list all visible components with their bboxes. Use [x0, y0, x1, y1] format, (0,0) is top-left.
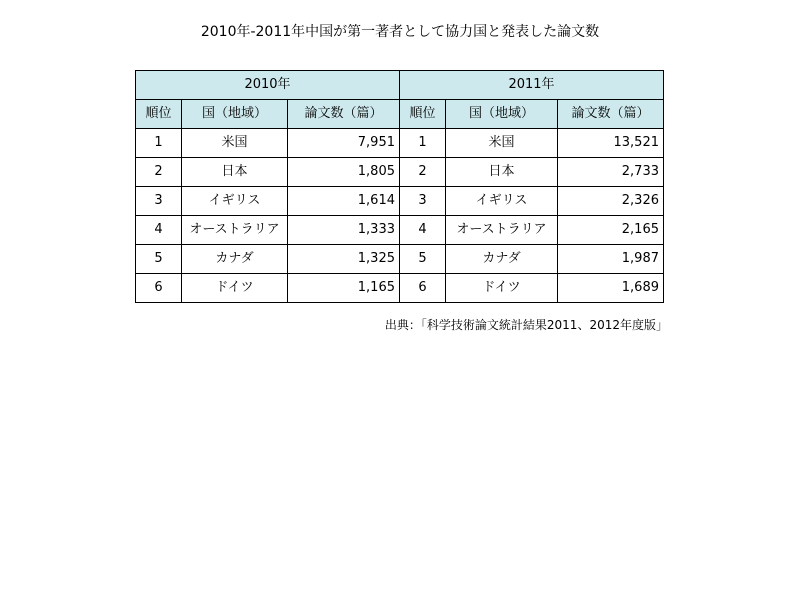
- rank-2011: 1: [400, 129, 446, 158]
- paper-count-2010: 1,325: [288, 245, 400, 274]
- rank-2010: 5: [136, 245, 182, 274]
- table-row: [136, 274, 664, 303]
- rank-2011: 3: [400, 187, 446, 216]
- paper-count-2011: 2,326: [558, 187, 664, 216]
- rank-2010: 2: [136, 158, 182, 187]
- table-row: [136, 216, 664, 245]
- country-2010: オーストラリア: [182, 216, 288, 245]
- rank-2010: 6: [136, 274, 182, 303]
- country-2010: 米国: [182, 129, 288, 158]
- paper-count-2010: 1,165: [288, 274, 400, 303]
- rank-2011: 2: [400, 158, 446, 187]
- rank-2010: 1: [136, 129, 182, 158]
- rank-2011: 4: [400, 216, 446, 245]
- column-header-count-2010: 論文数（篇）: [288, 100, 400, 129]
- country-2011: ドイツ: [446, 274, 558, 303]
- country-2011: 米国: [446, 129, 558, 158]
- table-row: [136, 187, 664, 216]
- column-header-rank-2011: 順位: [400, 100, 446, 129]
- country-2011: カナダ: [446, 245, 558, 274]
- year-header-2010: 2010年: [136, 71, 400, 100]
- rank-2010: 3: [136, 187, 182, 216]
- paper-count-2010: 1,614: [288, 187, 400, 216]
- country-2010: ドイツ: [182, 274, 288, 303]
- paper-count-2010: 1,805: [288, 158, 400, 187]
- paper-count-2011: 2,733: [558, 158, 664, 187]
- country-2011: イギリス: [446, 187, 558, 216]
- rank-2010: 4: [136, 216, 182, 245]
- year-header-2011: 2011年: [400, 71, 664, 100]
- country-2010: 日本: [182, 158, 288, 187]
- source-note: 出典：「科学技術論文統計結果2011、2012年度版」: [384, 318, 668, 332]
- column-header-row: [136, 100, 664, 129]
- table-row: [136, 245, 664, 274]
- rank-2011: 6: [400, 274, 446, 303]
- country-2011: 日本: [446, 158, 558, 187]
- column-header-count-2011: 論文数（篇）: [558, 100, 664, 129]
- year-header-row: [136, 71, 664, 100]
- paper-count-2010: 7,951: [288, 129, 400, 158]
- paper-count-2011: 2,165: [558, 216, 664, 245]
- page-title: 2010年-2011年中国が第一著者として協力国と発表した論文数: [200, 24, 600, 40]
- column-header-country-2010: 国（地域）: [182, 100, 288, 129]
- paper-count-2010: 1,333: [288, 216, 400, 245]
- country-2010: カナダ: [182, 245, 288, 274]
- rank-2011: 5: [400, 245, 446, 274]
- paper-count-2011: 1,987: [558, 245, 664, 274]
- column-header-country-2011: 国（地域）: [446, 100, 558, 129]
- table-row: [136, 129, 664, 158]
- paper-count-2011: 1,689: [558, 274, 664, 303]
- country-2011: オーストラリア: [446, 216, 558, 245]
- country-2010: イギリス: [182, 187, 288, 216]
- column-header-rank-2010: 順位: [136, 100, 182, 129]
- paper-count-table: [135, 70, 664, 303]
- paper-count-2011: 13,521: [558, 129, 664, 158]
- table-row: [136, 158, 664, 187]
